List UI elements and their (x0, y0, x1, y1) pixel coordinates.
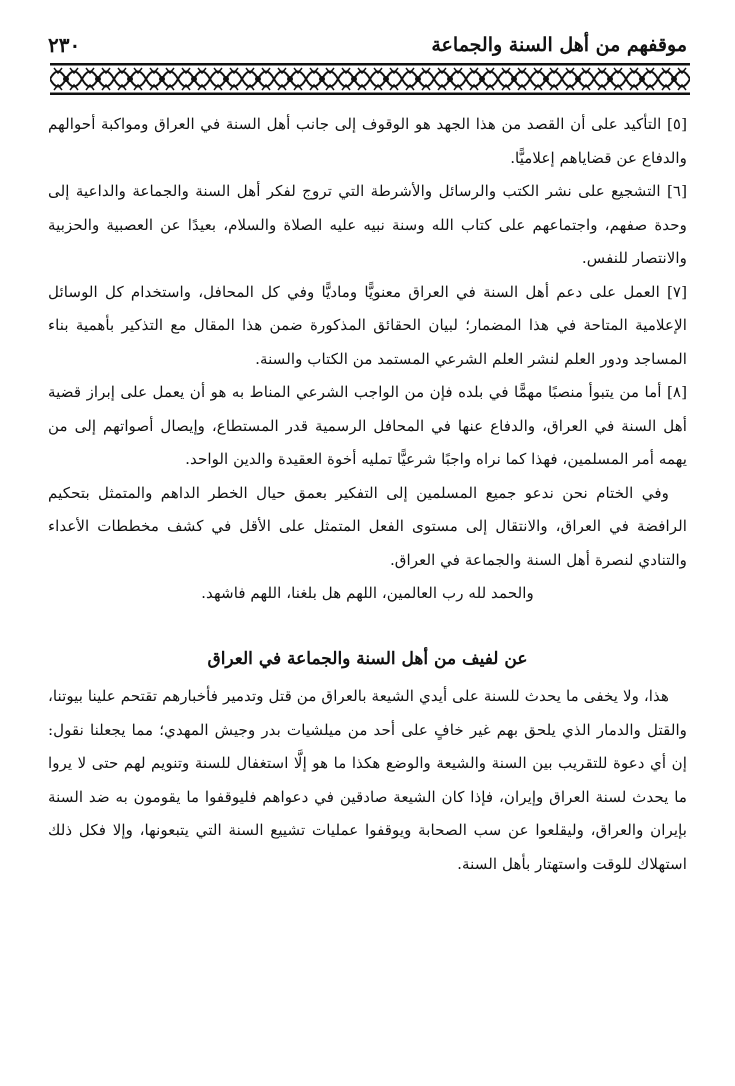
ornamental-border (50, 62, 690, 96)
list-item: [٥] التأكيد على أن القصد من هذا الجهد هو الوقوف إلى جانب أهل السنة في العراق ومواكبة أحوالهم والدفاع عن قضاياهم إعلاميًّا. (48, 115, 687, 167)
list-item: [٧] العمل على دعم أهل السنة في العراق معنويًّا وماديًّا وفي كل المحافل، واستخدام كل الوسائل الإعلامية المتاحة في هذا المضمار؛ لبيان الحقائق المذكورة ضمن هذا المقال مع التذكير بأهمية بناء المساجد ودور العلم لنشر العلم الشرعي المستمد من الكتاب والسنة. (48, 282, 687, 368)
list-item: [٨] أما من يتبوأ منصبًا مهمًّا في بلده فإن من الواجب الشرعي المناط به هو أن يعمل على إبراز قضية أهل السنة في العراق، والدفاع عنها في المحافل الرسمية قدر المستطاع، وإيصال أصواتهم إلى من يهمه أمر المسلمين، فهذا كما نراه واجبًا شرعيًّا تمليه أخوة العقيدة والدين الواحد. (48, 383, 687, 468)
page-header (48, 30, 687, 60)
page-number: ٢٣٠ (48, 33, 81, 57)
list-item: [٦] التشجيع على نشر الكتب والرسائل والأشرطة التي تروج لفكر أهل السنة والجماعة والداعية إلى وحدة صفهم، واجتماعهم على كتاب الله وسنة نبيه عليه الصلاة والسلام، بعيدًا عن العصبية والحزبية والانتصار للنفس. (48, 182, 687, 267)
page-content (48, 108, 687, 881)
section-paragraph: هذا، ولا يخفى ما يحدث للسنة على أيدي الشيعة بالعراق من قتل وتدمير فأخبارهم تقتحم علينا بيوتنا، والقتل والدمار الذي يلحق بهم غير خافٍ على أحد من ميلشيات بدر وجيش المهدي؛ مما يجعلنا نقول: إن أي دعوة للتقريب بين السنة والشيعة والوضع هكذا ما هو إلَّا استغفال للسنة وتنويم لهم حتى لا يروا ما يحدث لسنة العراق وإيران، فإذا كان الشيعة صادقين في دعواهم فليوقفوا ما يقومون به ضد السنة بإيران والعراق، وليقلعوا عن سب الصحابة ويوقفوا عمليات تشييع السنة التي يتبعونها، وإلا فكل ذلك استهلاك للوقت واستهتار بأهل السنة. (48, 687, 687, 873)
closing-paragraph: وفي الختام نحن ندعو جميع المسلمين إلى التفكير بعمق حيال الخطر الداهم والمتمثل بتحكيم الرافضة في العراق، والانتقال إلى مستوى الفعل المتمثل على الأقل في كشف مخططات الأعداء والتنادي لنصرة أهل السنة والجماعة في العراق. (48, 483, 687, 569)
section-heading: عن لفيف من أهل السنة والجماعة في العراق (207, 648, 528, 669)
closing-praise: والحمد لله رب العالمين، اللهم هل بلغنا، اللهم فاشهد. (201, 584, 534, 602)
running-header-title: موقفهم من أهل السنة والجماعة (431, 34, 687, 56)
